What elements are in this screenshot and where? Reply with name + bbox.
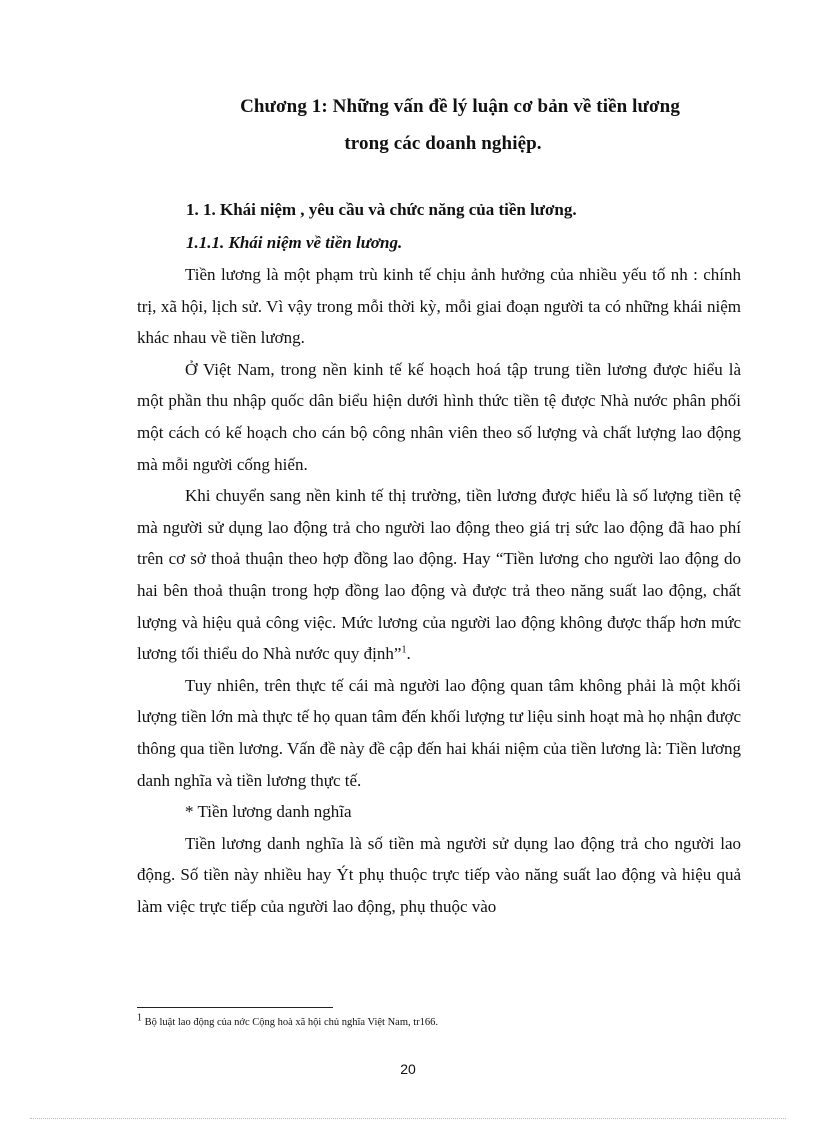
page-bottom-border: [30, 1118, 786, 1119]
footnote-reference[interactable]: 1: [401, 644, 407, 656]
bullet-heading: * Tiền lương danh nghĩa: [185, 802, 352, 822]
footnote-text: Bộ luật lao động của nớc Cộng hoà xã hội chủ nghĩa Việt Nam, tr166.: [144, 1017, 439, 1028]
footnote-separator: [137, 1007, 333, 1008]
chapter-title-continued: trong các doanh nghiệp.: [344, 133, 542, 154]
paragraph-text: Khi chuyển sang nền kinh tế thị trường, tiền lương được hiểu là số lượng tiền tệ mà người sử dụng lao động trả cho người lao động theo giá trị sức lao động đã hao phí trên cơ sở thoả thuận theo hợp đồng lao động. Hay “Tiền lương cho người lao động do hai bên thoả thuận trong hợp đồng lao động và được trả theo năng suất lao động, chất lượng và hiệu quả công việc. Mức lương của người lao động không được thấp hơn mức lương tối thiểu do Nhà nước quy định”: [137, 486, 741, 664]
paragraph: Tiền lương danh nghĩa là số tiền mà người sử dụng lao động trả cho người lao động. Số tiền này nhiều hay Ýt phụ thuộc trực tiếp vào năng suất lao động và hiệu quả làm việc trực tiếp của người lao động, phụ thuộc vào: [137, 833, 741, 916]
paragraph: Tuy nhiên, trên thực tế cái mà người lao động quan tâm không phải là một khối lượng tiền lớn mà thực tế họ quan tâm đến khối lượng tư liệu sinh hoạt mà họ nhận được thông qua tiền lương. Vấn đề này đề cập đến hai khái niệm của tiền lương là: Tiền lương danh nghĩa và tiền lương thực tế.: [137, 675, 741, 790]
footnote-marker: 1: [137, 1012, 142, 1024]
footnote: [137, 1012, 439, 1028]
paragraph: Ở Việt Nam, trong nền kinh tế kế hoạch hoá tập trung tiền lương được hiểu là một phần thu nhập quốc dân biểu hiện dưới hình thức tiền tệ được Nhà nước phân phối một cách có kế hoạch cho cán bộ công nhân viên theo số lượng và chất lượng lao động mà mỗi người cống hiến.: [137, 359, 741, 474]
paragraph: Khi chuyển sang nền kinh tế thị trường, tiền lương được hiểu là số lượng tiền tệ mà người sử dụng lao động trả cho người lao động theo giá trị sức lao động đã hao phí trên cơ sở thoả thuận theo hợp đồng lao động. Hay “Tiền lương cho người lao động do hai bên thoả thuận trong hợp đồng lao động và được trả theo năng suất lao động, chất lượng và hiệu quả công việc. Mức lương của người lao động không được thấp hơn mức lương tối thiểu do Nhà nước quy định”$^1$.: [137, 486, 741, 664]
subsection-heading: 1.1.1. Khái niệm về tiền lương.: [186, 233, 403, 252]
chapter-title: Chương 1: Những vấn đề lý luận cơ bản về tiền lương: [240, 96, 680, 117]
paragraph: Tiền lương là một phạm trù kinh tế chịu ảnh hưởng của nhiều yếu tố nh : chính trị, xã hội, lịch sử. Vì vậy trong mỗi thời kỳ, mỗi giai đoạn người ta có những khái niệm khác nhau về tiền lương.: [137, 265, 741, 348]
page-number: 20: [400, 1061, 416, 1077]
section-heading: 1. 1. Khái niệm , yêu cầu và chức năng của tiền lương.: [186, 200, 577, 219]
body-text: [137, 259, 741, 922]
